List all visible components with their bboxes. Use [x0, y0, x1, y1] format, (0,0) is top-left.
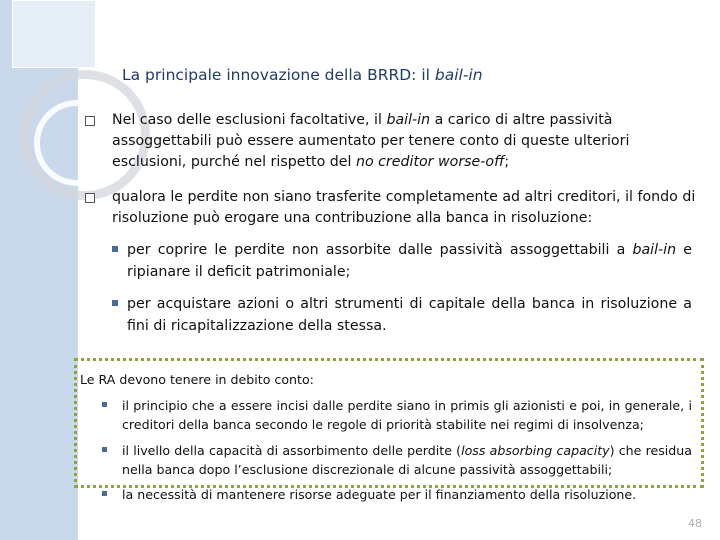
decorative-ring-inner	[34, 100, 120, 186]
sub-bullet-marker-icon	[112, 300, 118, 306]
bullet-1: Nel caso delle esclusioni facoltative, il bail-in a carico di altre passività assoggettabili può essere aumentato per tenere conto di queste ulteriori esclusioni, purché nel rispetto del no creditor worse-off;	[112, 112, 630, 170]
box-bullet-marker-icon	[102, 402, 107, 407]
title-italic: bail-in	[434, 66, 483, 84]
sub-bullet-marker-icon	[112, 246, 118, 252]
box-item-1: il principio che a essere incisi dalle perdite siano in primis gli azionisti e poi, in generale, i creditori della banca secondo le regole di priorità stabilite nei regimi di insolvenza;	[122, 398, 692, 432]
sub-bullet-2: per acquistare azioni o altri strumenti di capitale della banca in risoluzione a fini di ricapitalizzazione della stessa.	[127, 296, 692, 334]
sub-bullet-1: per coprire le perdite non assorbite dalle passività assoggettabili a bail-in e ripianare il deficit patrimoniale;	[127, 242, 692, 280]
slide-title	[122, 66, 483, 84]
box-item-3: la necessità di mantenere risorse adeguate per il finanziamento della risoluzione.	[122, 487, 637, 502]
page-number: 48	[688, 517, 702, 530]
box-bullet-marker-icon	[102, 447, 107, 452]
box-item-2: il livello della capacità di assorbimento delle perdite (loss absorbing capacity) che residua nella banca dopo l’esclusione discrezionale di alcune passività assoggettabili;	[122, 443, 692, 477]
box-bullet-marker-icon	[102, 491, 107, 496]
bullet-2: qualora le perdite non siano trasferite completamente ad altri creditori, il fondo di risoluzione può erogare una contribuzione alla banca in risoluzione:	[112, 189, 696, 226]
decorative-square	[12, 0, 96, 68]
bullet-checkbox-icon	[85, 193, 95, 203]
bullet-checkbox-icon	[85, 116, 95, 126]
box-heading: Le RA devono tenere in debito conto:	[80, 372, 314, 387]
title-text: La principale innovazione della BRRD: il	[122, 66, 435, 84]
